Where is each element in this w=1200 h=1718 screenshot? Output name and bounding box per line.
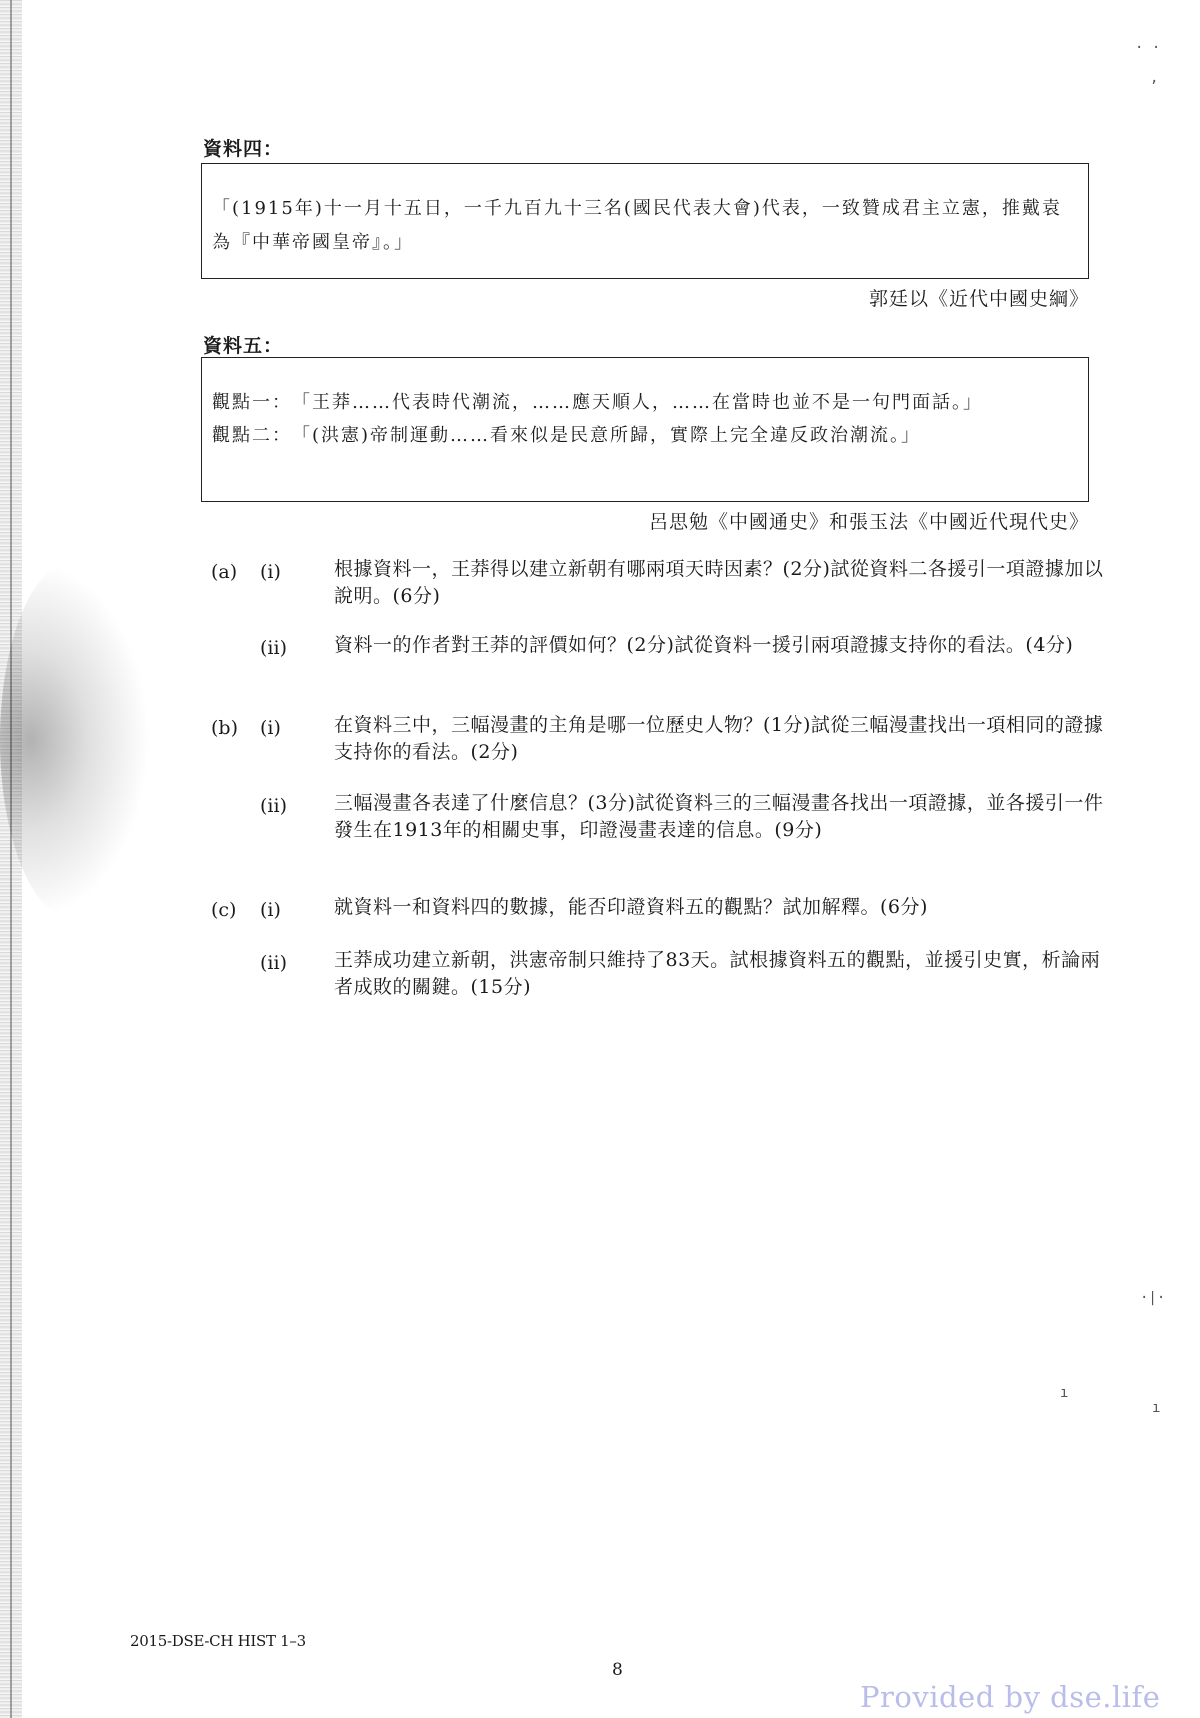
page-number: 8 <box>612 1660 623 1680</box>
exam-code: 2015-DSE-CH HIST 1–3 <box>130 1632 306 1650</box>
scan-mark: , <box>1150 70 1159 86</box>
source4-text: 「(1915年)十一月十五日，一千九百九十三名(國民代表大會)代表，一致贊成君主立憲，推戴袁為『中華帝國皇帝』。」 <box>212 198 1062 253</box>
viewpoint-1 <box>212 386 1078 419</box>
viewpoint-1-label: 觀點一： <box>212 392 292 413</box>
source4-citation: 郭廷以《近代中國史綱》 <box>868 288 1089 310</box>
question-c-part: (c) <box>211 899 237 921</box>
source5-citation: 呂思勉《中國通史》和張玉法《中國近代現代史》 <box>648 511 1089 533</box>
question-b-i-text: 在資料三中，三幅漫畫的主角是哪一位歷史人物？(1分)試從三幅漫畫找出一項相同的證據支持你的看法。(2分) <box>334 714 1104 763</box>
scan-mark: ·|· <box>1140 1290 1166 1306</box>
source5-box <box>201 357 1089 502</box>
question-b-i-sub: (i) <box>260 717 281 739</box>
question-c-ii-text: 王莽成功建立新朝，洪憲帝制只維持了83天。試根據資料五的觀點，並援引史實，析論兩者成敗的關鍵。(15分) <box>334 949 1101 998</box>
watermark: Provided by dse.life <box>860 1680 1161 1714</box>
scan-mark: · · <box>1135 40 1161 56</box>
scan-speckle <box>0 560 150 920</box>
viewpoint-1-text: 「王莽……代表時代潮流，……應天順人，……在當時也並不是一句門面話。」 <box>292 392 983 413</box>
scan-mark: ı <box>1152 1400 1161 1416</box>
question-a-part: (a) <box>211 561 238 583</box>
question-a-i-text: 根據資料一，王莽得以建立新朝有哪兩項天時因素？(2分)試從資料二各援引一項證據加以說明。(6分) <box>334 558 1104 607</box>
question-c-ii-sub: (ii) <box>260 952 287 974</box>
question-a-ii-sub: (ii) <box>260 637 287 659</box>
source5-heading: 資料五： <box>203 335 284 357</box>
source4-heading: 資料四： <box>203 138 284 160</box>
question-b-part: (b) <box>211 717 238 739</box>
question-c-i-text: 就資料一和資料四的數據，能否印證資料五的觀點？試加解釋。(6分) <box>334 896 928 918</box>
viewpoint-2-label: 觀點二： <box>212 425 292 446</box>
source4-box <box>201 163 1089 279</box>
scan-edge-line <box>10 0 12 1718</box>
question-c-i-sub: (i) <box>260 899 281 921</box>
scan-mark: ı <box>1060 1385 1069 1401</box>
question-a-i-sub: (i) <box>260 561 281 583</box>
question-b-ii-text: 三幅漫畫各表達了什麼信息？(3分)試從資料三的三幅漫畫各找出一項證據，並各援引一件發生在1913年的相關史事，印證漫畫表達的信息。(9分) <box>334 792 1104 841</box>
viewpoint-2 <box>212 419 1078 452</box>
viewpoint-2-text: 「(洪憲)帝制運動……看來似是民意所歸，實際上完全違反政治潮流。」 <box>292 425 922 446</box>
question-b-ii-sub: (ii) <box>260 795 287 817</box>
question-a-ii-text: 資料一的作者對王莽的評價如何？(2分)試從資料一援引兩項證據支持你的看法。(4分) <box>334 634 1074 656</box>
